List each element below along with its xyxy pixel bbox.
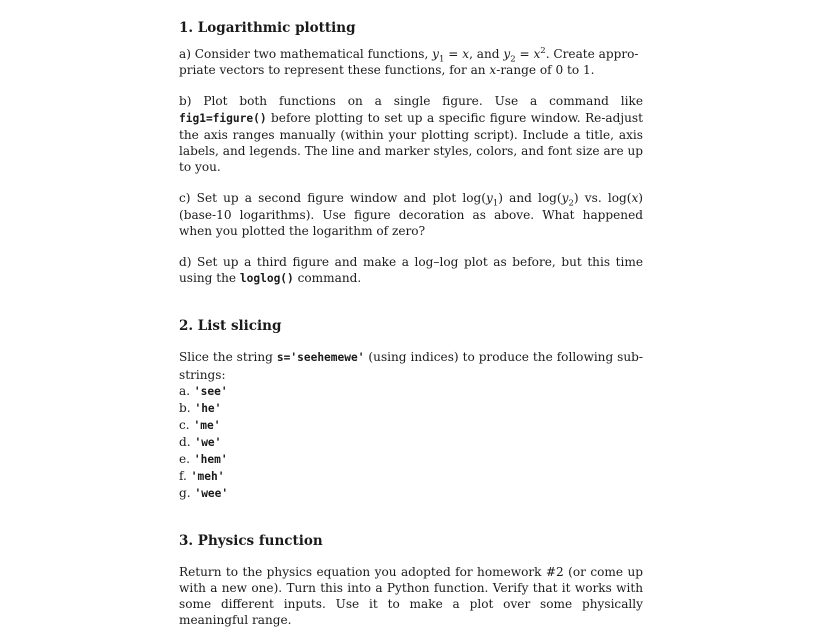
document-page	[179, 14, 643, 629]
section-1-title: 1. Logarithmic plotting	[179, 20, 356, 36]
para-1c: c) Set up a second figure window and plot $\log(y_1)$ and $\log(y_2)$ vs. log(x) (base-10 logarithms). Use figure decoration as above. What happened when you plotted the logarithm of zero?	[179, 191, 643, 238]
code-string: s='seehemewe'	[276, 351, 365, 365]
list-item: a. 'see'	[179, 383, 228, 398]
substring-list	[179, 383, 643, 502]
para-2-intro: Slice the string s='seehemewe' (using indices) to produce the following sub-strings:	[179, 350, 644, 382]
para-1b: b) Plot both functions on a single figure. Use a command like fig1=figure() before plotting to set up a specific figure window. Re-adjust the axis ranges manually (within your plotting script). Include a title, axis labels, and legends. The line and marker styles, colors, and font size are up to you.	[179, 94, 643, 175]
list-item: d. 'we'	[179, 434, 222, 449]
para-1a: a) Consider two mathematical functions, $y_1 = x$, and $y_2 = x^2$. Create appro- priate vectors to represent these functions, for an x-range of 0 to 1.	[179, 45, 639, 78]
list-item: c. 'me'	[179, 417, 221, 432]
code-figure: fig1=figure()	[179, 111, 267, 125]
section-2-title: 2. List slicing	[179, 318, 282, 335]
list-item: e. 'hem'	[179, 451, 228, 466]
section-3-title: 3. Physics function	[179, 532, 323, 549]
list-item: b. 'he'	[179, 400, 222, 415]
para-1d: d) Set up a third figure and make a log–log plot as before, but this time using the loglog() command.	[179, 255, 643, 286]
list-item: g. 'wee'	[179, 485, 229, 500]
code-loglog: loglog()	[239, 272, 294, 286]
para-3: Return to the physics equation you adopted for homework #2 (or come up with a new one). Turn this into a Python function. Verify that it works with some different inputs. Use it to make a plot over some physically meaningful range.	[179, 564, 643, 628]
list-item: f. 'meh'	[179, 468, 225, 483]
